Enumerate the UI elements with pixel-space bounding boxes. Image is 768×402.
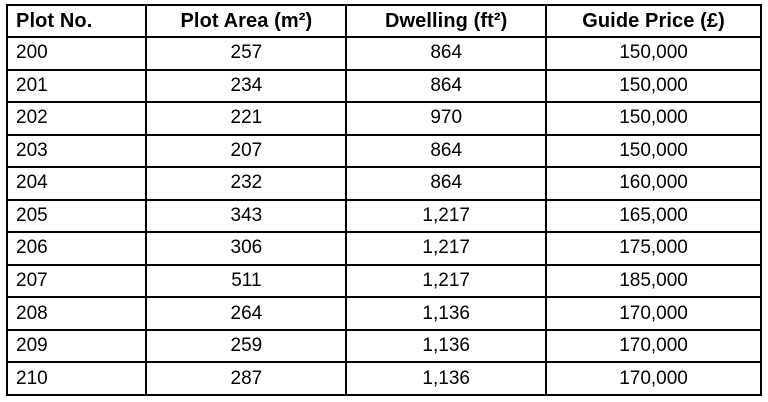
table-body [7, 37, 761, 395]
cell-plot-area: 287 [146, 362, 346, 395]
cell-plot-area: 511 [146, 265, 346, 298]
cell-guide-price: 170,000 [546, 362, 761, 395]
column-header-guide-price: Guide Price (£) [546, 5, 761, 37]
cell-plot-no: 204 [7, 167, 146, 200]
table-row [7, 362, 761, 395]
table-row [7, 265, 761, 298]
cell-guide-price: 170,000 [546, 297, 761, 330]
cell-dwelling: 1,136 [346, 297, 546, 330]
cell-plot-no: 203 [7, 135, 146, 168]
column-header-plot-no: Plot No. [7, 5, 146, 37]
table-row [7, 232, 761, 265]
cell-plot-area: 264 [146, 297, 346, 330]
cell-plot-area: 306 [146, 232, 346, 265]
table-row [7, 37, 761, 70]
cell-plot-area: 257 [146, 37, 346, 70]
cell-guide-price: 185,000 [546, 265, 761, 298]
table-header [7, 5, 761, 37]
table-row [7, 200, 761, 233]
table-header-row [7, 5, 761, 37]
cell-plot-no: 202 [7, 102, 146, 135]
cell-plot-no: 200 [7, 37, 146, 70]
column-header-plot-area: Plot Area (m²) [146, 5, 346, 37]
table-row [7, 167, 761, 200]
table-row [7, 135, 761, 168]
cell-dwelling: 864 [346, 70, 546, 103]
cell-dwelling: 1,217 [346, 232, 546, 265]
table-row [7, 297, 761, 330]
plot-schedule-table [6, 4, 762, 396]
cell-dwelling: 864 [346, 37, 546, 70]
column-header-dwelling: Dwelling (ft²) [346, 5, 546, 37]
cell-dwelling: 864 [346, 167, 546, 200]
table-row [7, 70, 761, 103]
cell-guide-price: 175,000 [546, 232, 761, 265]
table-row [7, 102, 761, 135]
cell-guide-price: 150,000 [546, 135, 761, 168]
cell-guide-price: 150,000 [546, 37, 761, 70]
cell-dwelling: 1,217 [346, 200, 546, 233]
cell-plot-no: 205 [7, 200, 146, 233]
cell-plot-no: 201 [7, 70, 146, 103]
cell-dwelling: 1,136 [346, 330, 546, 363]
cell-plot-area: 343 [146, 200, 346, 233]
cell-plot-area: 259 [146, 330, 346, 363]
cell-plot-no: 208 [7, 297, 146, 330]
cell-dwelling: 970 [346, 102, 546, 135]
cell-plot-area: 232 [146, 167, 346, 200]
cell-plot-no: 210 [7, 362, 146, 395]
cell-dwelling: 864 [346, 135, 546, 168]
cell-plot-area: 234 [146, 70, 346, 103]
cell-plot-no: 206 [7, 232, 146, 265]
cell-guide-price: 160,000 [546, 167, 761, 200]
cell-dwelling: 1,136 [346, 362, 546, 395]
cell-guide-price: 150,000 [546, 102, 761, 135]
cell-plot-area: 221 [146, 102, 346, 135]
cell-guide-price: 170,000 [546, 330, 761, 363]
cell-plot-no: 209 [7, 330, 146, 363]
cell-plot-area: 207 [146, 135, 346, 168]
table-row [7, 330, 761, 363]
cell-dwelling: 1,217 [346, 265, 546, 298]
cell-plot-no: 207 [7, 265, 146, 298]
cell-guide-price: 150,000 [546, 70, 761, 103]
cell-guide-price: 165,000 [546, 200, 761, 233]
